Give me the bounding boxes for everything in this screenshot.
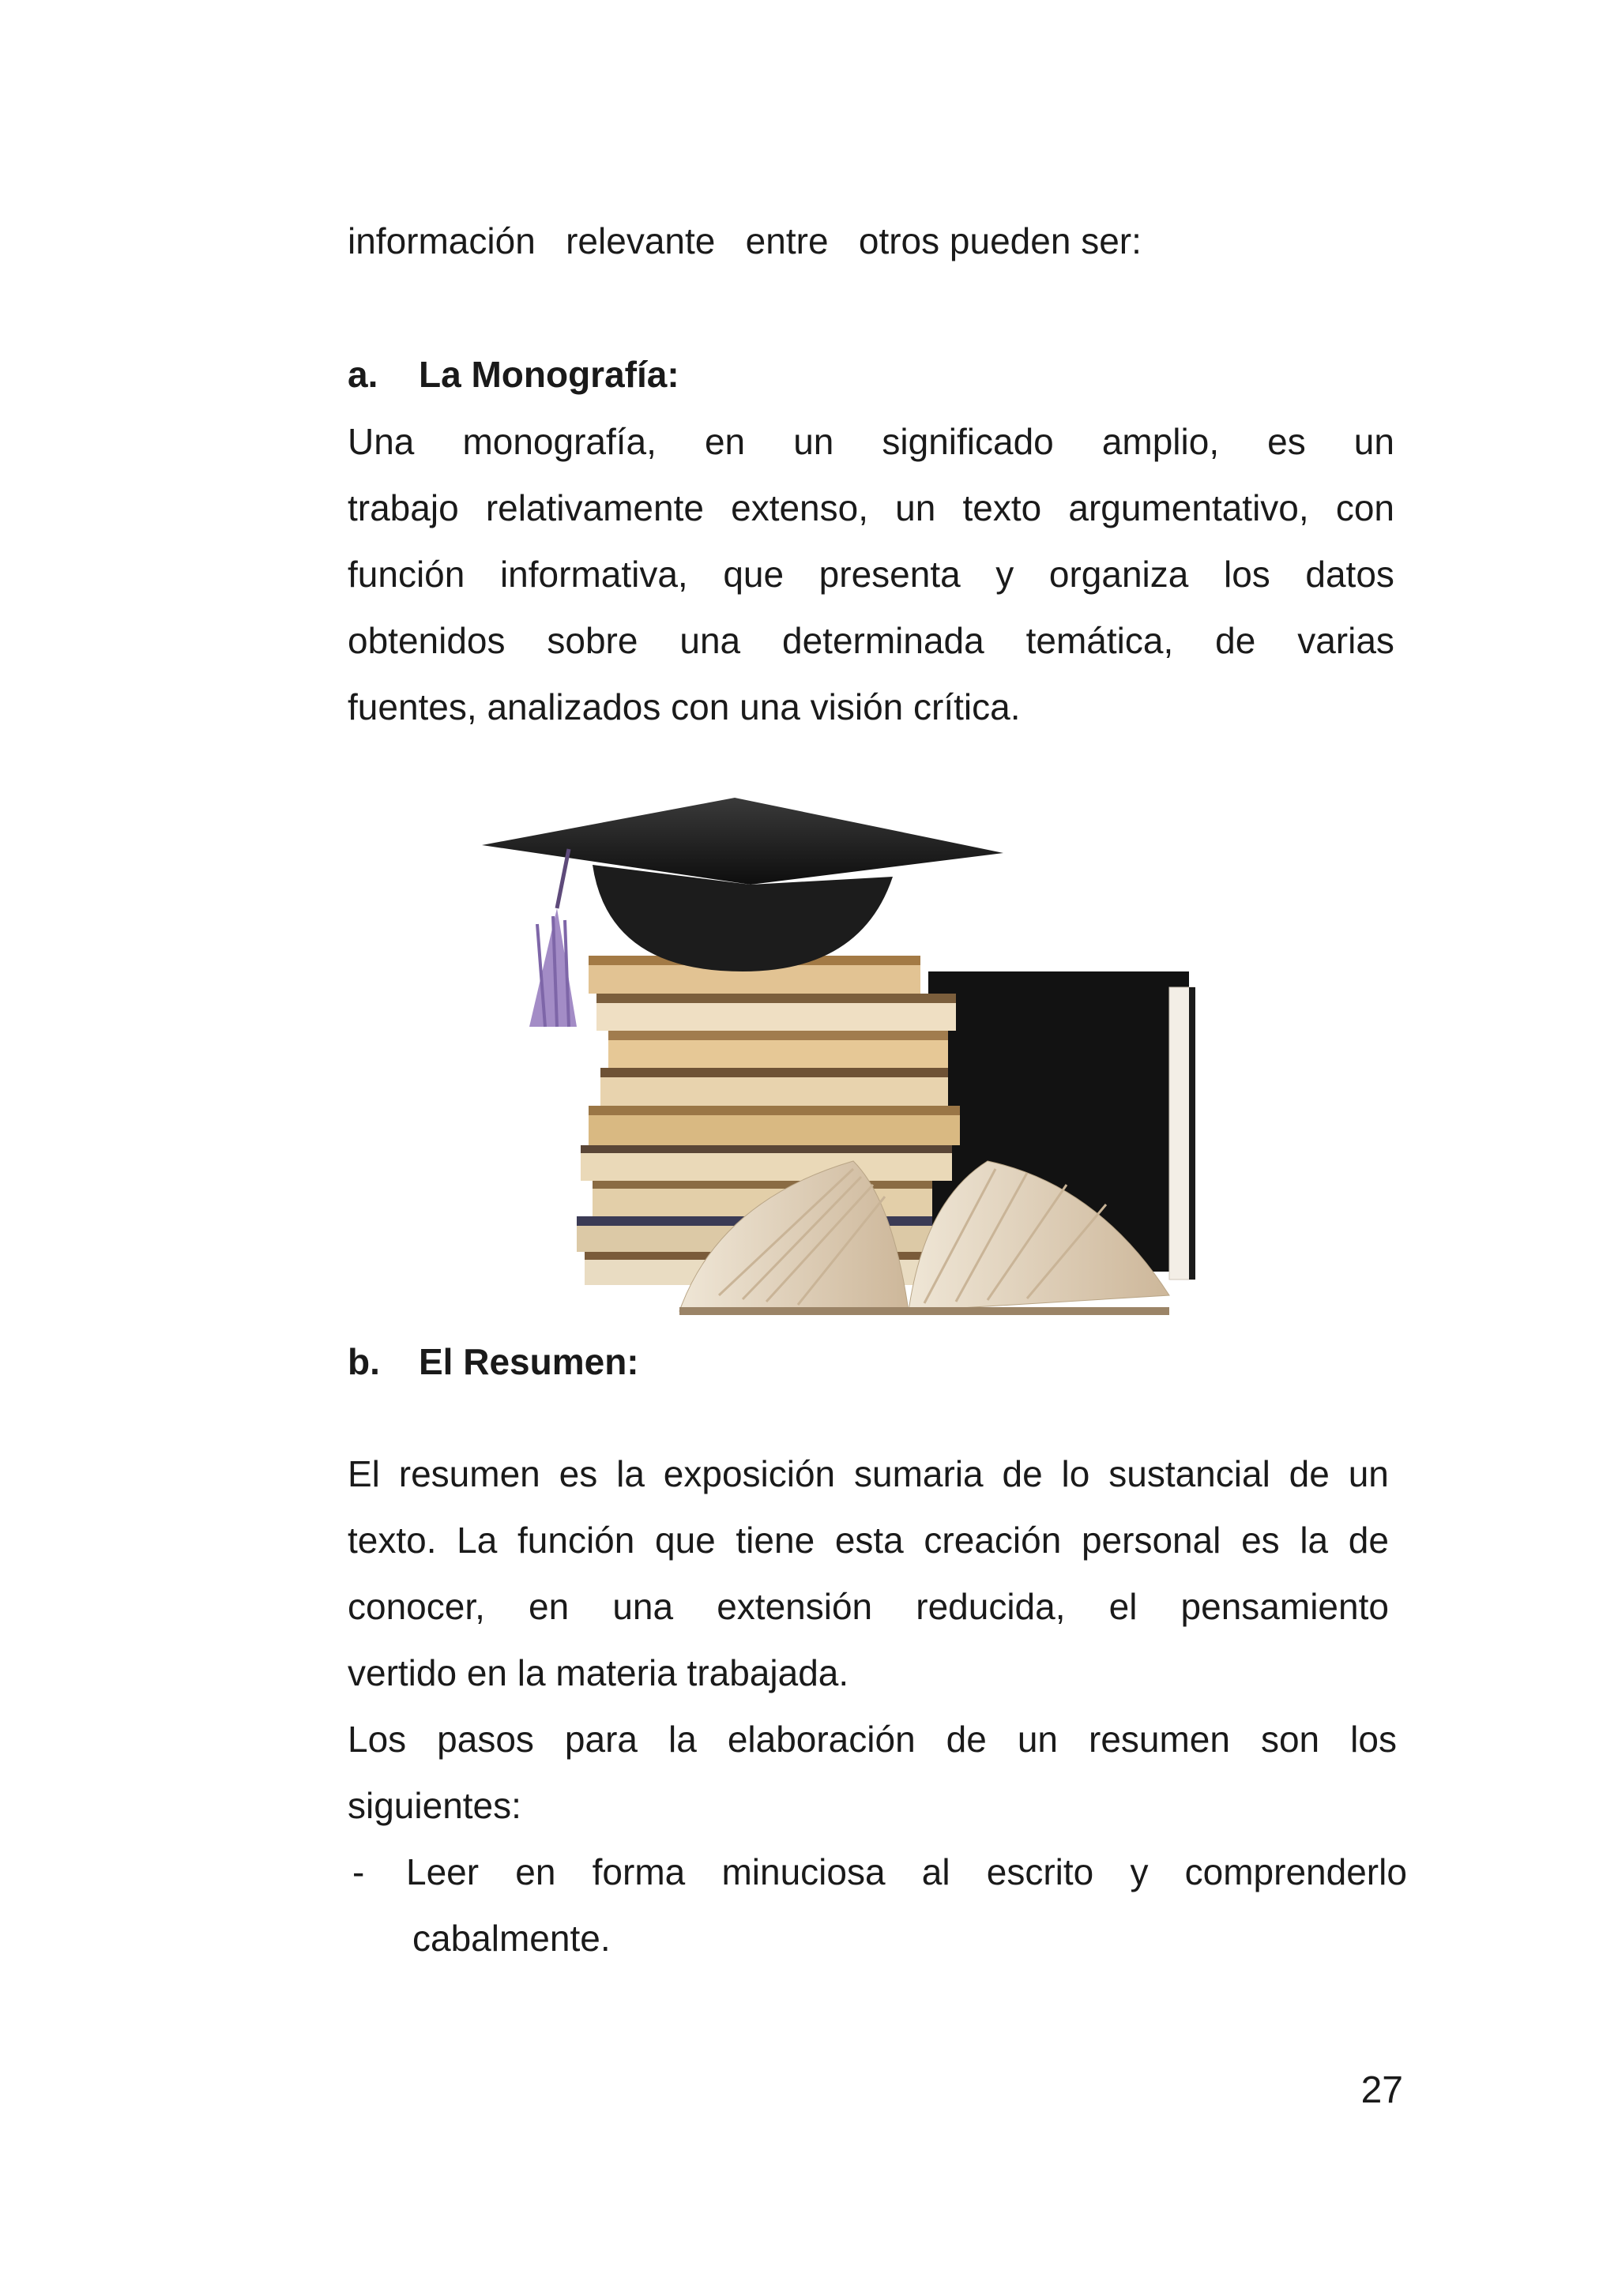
word: El (348, 1453, 380, 1494)
word: significado (882, 421, 1054, 462)
word: los (1350, 1719, 1397, 1760)
word: de (1348, 1520, 1389, 1561)
paragraph-line: fuentes, analizados con una visión crítica. (348, 686, 1021, 727)
paragraph-line (348, 607, 1394, 674)
intro-line: información relevante entre otros pueden ser: (348, 220, 1142, 261)
word: una (679, 620, 741, 661)
word: función (517, 1520, 635, 1561)
word: con (1335, 487, 1394, 528)
word: texto (962, 487, 1042, 528)
word: La (457, 1520, 498, 1561)
word: de (946, 1719, 987, 1760)
word: resumen (398, 1453, 540, 1494)
word: en (529, 1586, 570, 1627)
word: Una (348, 421, 415, 462)
word: elaboración (727, 1719, 916, 1760)
word: un (1348, 1453, 1389, 1494)
word: un (895, 487, 936, 528)
word: trabajo (348, 487, 459, 528)
word: para (564, 1719, 638, 1760)
word: esta (834, 1520, 904, 1561)
section-b-title: El Resumen: (419, 1341, 639, 1382)
word: el (1108, 1586, 1138, 1627)
word: extensión (717, 1586, 873, 1627)
paragraph-line (348, 1507, 1389, 1573)
word: de (1289, 1453, 1330, 1494)
word: son (1260, 1719, 1320, 1760)
paragraph-line: siguientes: (348, 1785, 521, 1826)
word: de (1002, 1453, 1043, 1494)
word: en (515, 1851, 556, 1892)
word: es (559, 1453, 598, 1494)
word: reducida, (916, 1586, 1066, 1627)
word: sumaria (854, 1453, 984, 1494)
word: pasos (437, 1719, 534, 1760)
word: obtenidos (348, 620, 506, 661)
word: creación (924, 1520, 1062, 1561)
word: los (1223, 554, 1270, 595)
word: la (616, 1453, 645, 1494)
section-b-heading (348, 1328, 639, 1395)
paragraph-line (406, 1839, 1407, 1905)
word: un (1353, 421, 1394, 462)
word: personal (1081, 1520, 1221, 1561)
list-item-text (406, 1839, 1407, 1971)
word: temática, (1025, 620, 1174, 661)
word: monografía, (462, 421, 657, 462)
word: forma (592, 1851, 686, 1892)
word: organiza (1048, 554, 1189, 595)
word: varias (1297, 620, 1394, 661)
paragraph-line: cabalmente. (412, 1918, 611, 1959)
word: informativa, (499, 554, 688, 595)
word: exposición (663, 1453, 836, 1494)
word: comprenderlo (1184, 1851, 1407, 1892)
word: pensamiento (1180, 1586, 1389, 1627)
word: en (704, 421, 746, 462)
word: y (995, 554, 1014, 595)
word: datos (1305, 554, 1394, 595)
section-a-letter: a. (348, 354, 378, 395)
paragraph-line (348, 1573, 1389, 1640)
word: lo (1061, 1453, 1090, 1494)
word: es (1241, 1520, 1280, 1561)
section-b-paragraph-2 (348, 1706, 1397, 1839)
graduation-cap-and-books-icon (482, 790, 1256, 1327)
word: determinada (782, 620, 984, 661)
word: escrito (986, 1851, 1094, 1892)
word: tiene (736, 1520, 815, 1561)
word: texto. (348, 1520, 437, 1561)
paragraph-line (348, 475, 1394, 541)
word: la (1300, 1520, 1329, 1561)
paragraph-line (348, 1706, 1397, 1772)
word: un (793, 421, 834, 462)
word: la (668, 1719, 697, 1760)
word: resumen (1089, 1719, 1230, 1760)
paragraph-line (348, 408, 1394, 475)
word: relativamente (485, 487, 704, 528)
paragraph-line: vertido en la materia trabajada. (348, 1652, 849, 1693)
word: un (1017, 1719, 1058, 1760)
word: función (348, 554, 465, 595)
word: al (921, 1851, 950, 1892)
section-a-heading (348, 341, 679, 408)
word: que (723, 554, 785, 595)
word: Los (348, 1719, 407, 1760)
section-a-title: La Monografía: (419, 354, 679, 395)
section-a-paragraph (348, 408, 1394, 740)
word: es (1267, 421, 1306, 462)
word: y (1130, 1851, 1149, 1892)
word: Leer (406, 1851, 480, 1892)
word: que (655, 1520, 716, 1561)
word: minuciosa (721, 1851, 886, 1892)
paragraph-line (348, 541, 1394, 607)
word: sobre (547, 620, 638, 661)
word: presenta (818, 554, 961, 595)
word: argumentativo, (1068, 487, 1309, 528)
word: extenso, (731, 487, 869, 528)
word: sustancial (1108, 1453, 1270, 1494)
section-b-letter: b. (348, 1341, 380, 1382)
word: de (1215, 620, 1256, 661)
page-number: 27 (1360, 2069, 1403, 2111)
bullet-dash: - (352, 1851, 365, 1892)
word: conocer, (348, 1586, 485, 1627)
word: amplio, (1101, 421, 1220, 462)
section-b-paragraph-1 (348, 1441, 1389, 1706)
word: una (612, 1586, 674, 1627)
paragraph-line (348, 1441, 1389, 1507)
